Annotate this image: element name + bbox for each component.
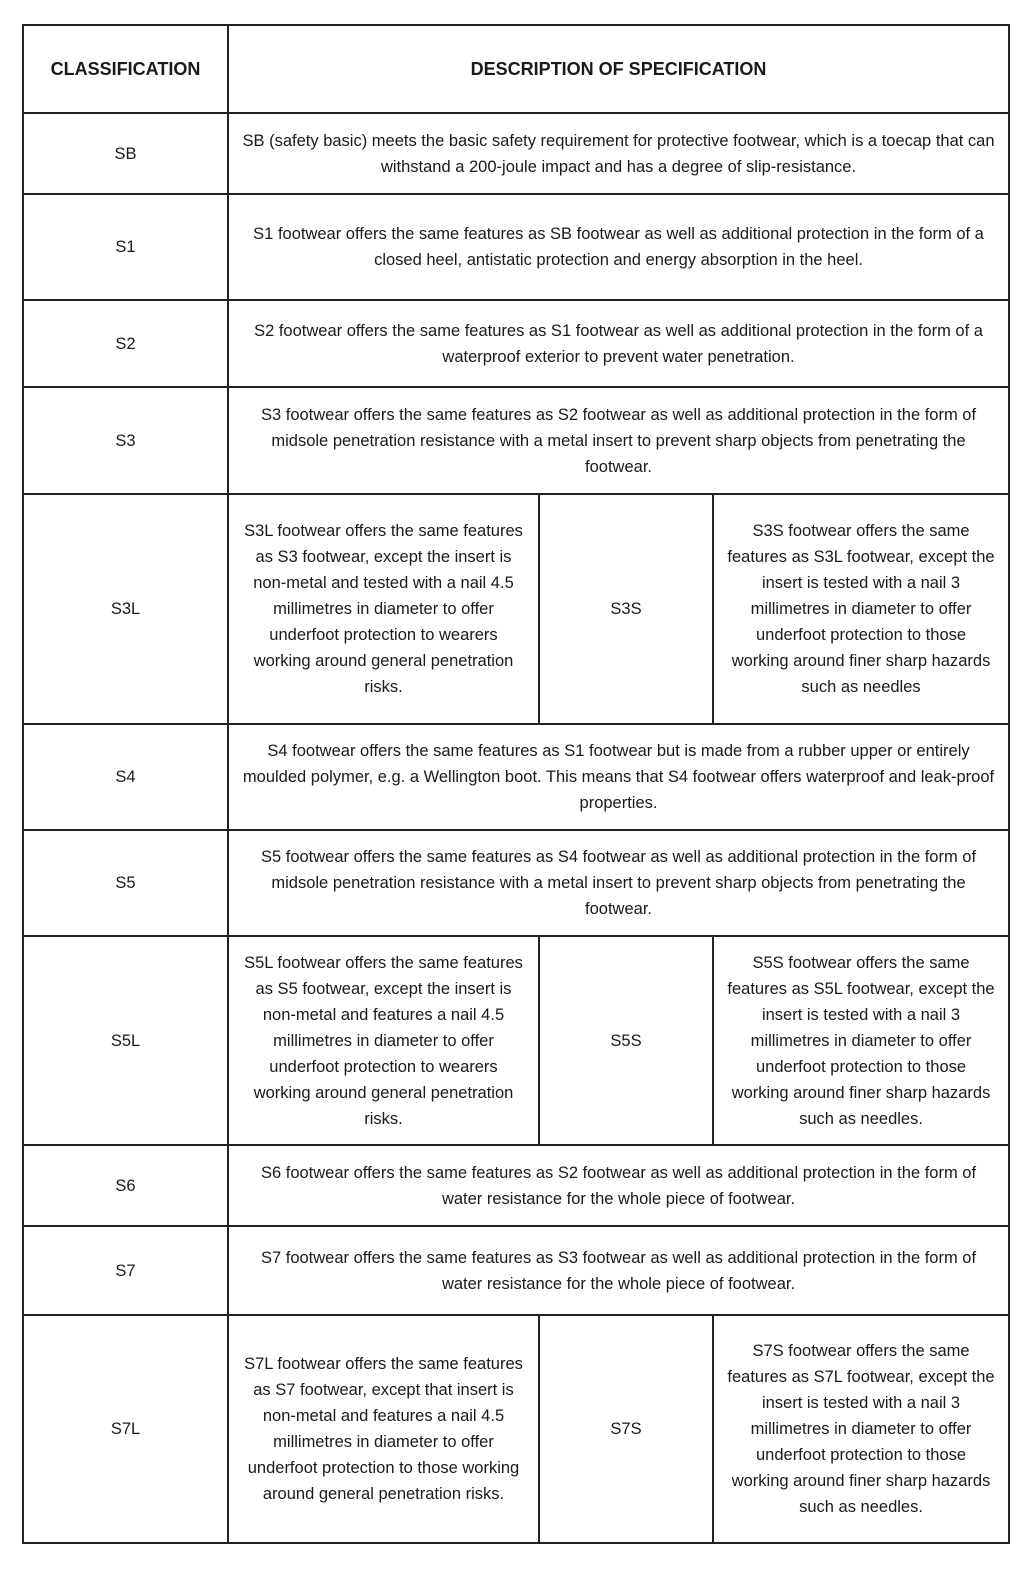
sub-description-text: S3S footwear offers the same features as S3L footwear, except the insert is tested with a nail 3 millimetres in diameter to offer underfoot protection to those working around finer sharp hazards such as needles <box>713 494 1009 724</box>
description-text: S2 footwear offers the same features as S1 footwear as well as additional protection in the form of a waterproof exterior to prevent water penetration. <box>228 300 1009 387</box>
description-text: S3 footwear offers the same features as S2 footwear as well as additional protection in the form of midsole penetration resistance with a metal insert to prevent sharp objects from penetrating the footwear. <box>228 387 1009 494</box>
table-row <box>23 1315 1009 1543</box>
header-row <box>23 25 1009 113</box>
classification-code: S7L <box>23 1315 228 1543</box>
table-row <box>23 113 1009 194</box>
sub-description-text: S7S footwear offers the same features as S7L footwear, except the insert is tested with a nail 3 millimetres in diameter to offer underfoot protection to those working around finer sharp hazards such as needles. <box>713 1315 1009 1543</box>
classification-code: S7 <box>23 1226 228 1315</box>
safety-footwear-classification-table <box>22 24 1010 1544</box>
table-row <box>23 830 1009 936</box>
table-row <box>23 1145 1009 1226</box>
classification-code: S2 <box>23 300 228 387</box>
description-text: S5L footwear offers the same features as S5 footwear, except the insert is non-metal and features a nail 4.5 millimetres in diameter to offer underfoot protection to wearers working around general penetration risks. <box>228 936 539 1145</box>
description-text: S6 footwear offers the same features as S2 footwear as well as additional protection in the form of water resistance for the whole piece of footwear. <box>228 1145 1009 1226</box>
classification-code: S4 <box>23 724 228 830</box>
classification-code: SB <box>23 113 228 194</box>
table-row <box>23 387 1009 494</box>
table-row <box>23 194 1009 300</box>
classification-code: S5L <box>23 936 228 1145</box>
classification-code: S3L <box>23 494 228 724</box>
description-text: S7L footwear offers the same features as S7 footwear, except that insert is non-metal and features a nail 4.5 millimetres in diameter to offer underfoot protection to those working around general penetration risks. <box>228 1315 539 1543</box>
description-text: S1 footwear offers the same features as SB footwear as well as additional protection in the form of a closed heel, antistatic protection and energy absorption in the heel. <box>228 194 1009 300</box>
description-header: DESCRIPTION OF SPECIFICATION <box>228 25 1009 113</box>
sub-classification-code: S5S <box>539 936 713 1145</box>
table-row <box>23 936 1009 1145</box>
description-text: S5 footwear offers the same features as S4 footwear as well as additional protection in the form of midsole penetration resistance with a metal insert to prevent sharp objects from penetrating the footwear. <box>228 830 1009 936</box>
table-row <box>23 300 1009 387</box>
description-text: SB (safety basic) meets the basic safety requirement for protective footwear, which is a toecap that can withstand a 200-joule impact and has a degree of slip-resistance. <box>228 113 1009 194</box>
table-row <box>23 494 1009 724</box>
table-row <box>23 1226 1009 1315</box>
classification-header: CLASSIFICATION <box>23 25 228 113</box>
description-text: S7 footwear offers the same features as S3 footwear as well as additional protection in the form of water resistance for the whole piece of footwear. <box>228 1226 1009 1315</box>
sub-classification-code: S7S <box>539 1315 713 1543</box>
sub-description-text: S5S footwear offers the same features as S5L footwear, except the insert is tested with a nail 3 millimetres in diameter to offer underfoot protection to those working around finer sharp hazards such as needles. <box>713 936 1009 1145</box>
classification-code: S1 <box>23 194 228 300</box>
classification-code: S6 <box>23 1145 228 1226</box>
description-text: S3L footwear offers the same features as S3 footwear, except the insert is non-metal and tested with a nail 4.5 millimetres in diameter to offer underfoot protection to wearers working around general penetration risks. <box>228 494 539 724</box>
description-text: S4 footwear offers the same features as S1 footwear but is made from a rubber upper or entirely moulded polymer, e.g. a Wellington boot. This means that S4 footwear offers waterproof and leak-proof properties. <box>228 724 1009 830</box>
sub-classification-code: S3S <box>539 494 713 724</box>
classification-code: S5 <box>23 830 228 936</box>
table-row <box>23 724 1009 830</box>
classification-code: S3 <box>23 387 228 494</box>
